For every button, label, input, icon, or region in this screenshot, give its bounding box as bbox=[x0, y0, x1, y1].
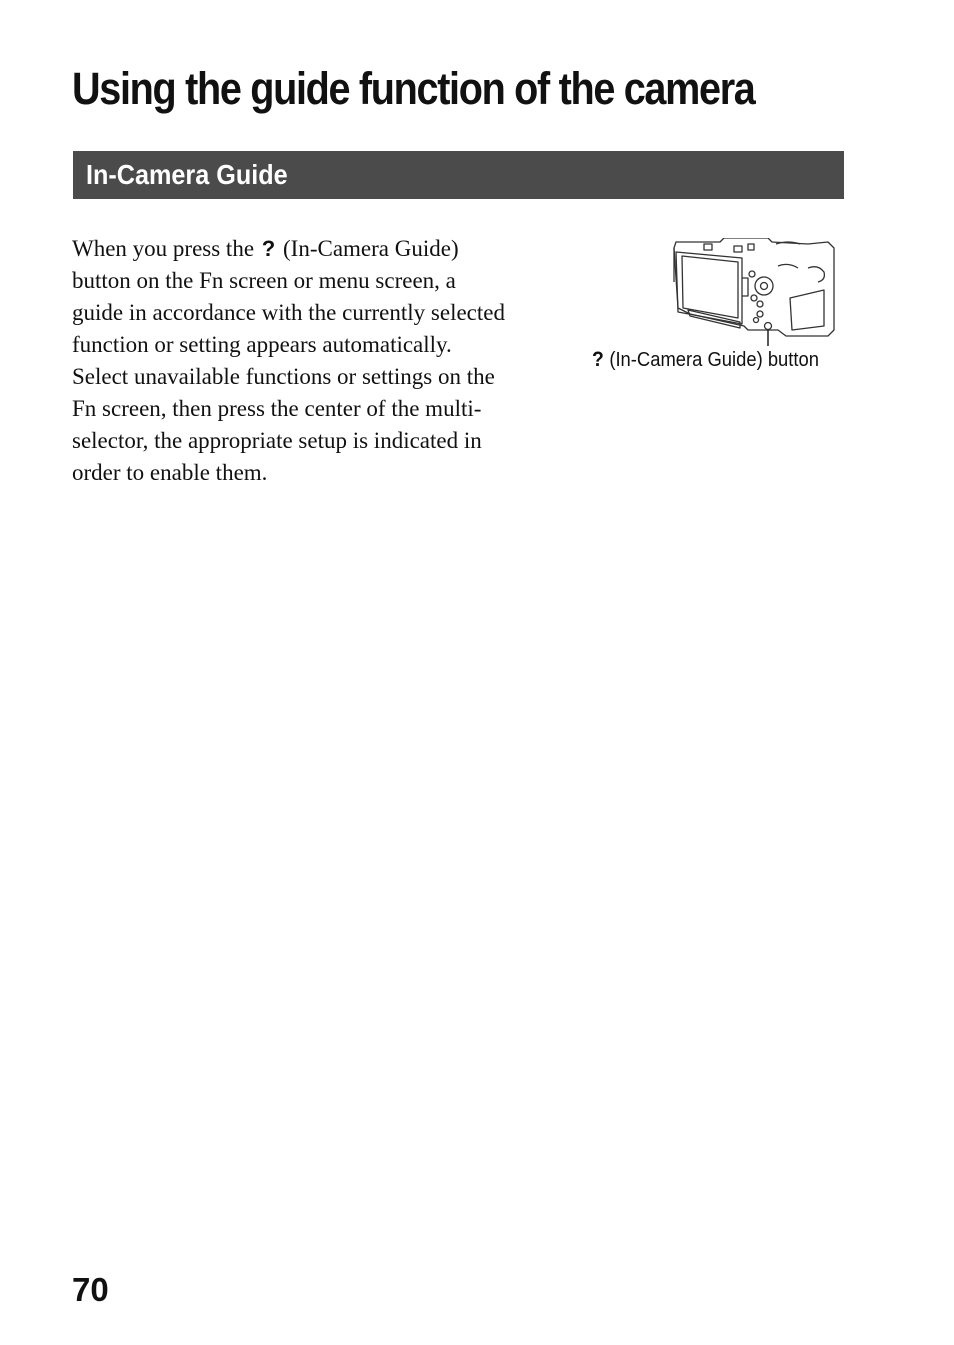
paragraph-1-end: (In-Camera Guide) button on the Fn screen or menu screen, a guide in accordance with the currently selected function or setting appears automatically. bbox=[72, 236, 505, 357]
paragraph-2: Select unavailable functions or settings on the Fn screen, then press the center of the multi-selector, the appropriate setup is indicated in order to enable them. bbox=[72, 364, 495, 485]
in-camera-guide-caption-icon: ? bbox=[592, 348, 604, 371]
page-number: 70 bbox=[72, 1271, 109, 1308]
figure-caption bbox=[592, 346, 819, 374]
in-camera-guide-icon: ? bbox=[261, 236, 276, 261]
body-text bbox=[72, 233, 512, 489]
section-header-bar bbox=[73, 151, 844, 199]
figure-caption-text: (In-Camera Guide) button bbox=[609, 349, 819, 371]
page-title: Using the guide function of the camera bbox=[72, 63, 755, 114]
section-title: In-Camera Guide bbox=[86, 159, 288, 190]
paragraph-1-start: When you press the bbox=[72, 236, 255, 261]
paragraph-1 bbox=[72, 233, 512, 361]
camera-back-illustration bbox=[668, 238, 838, 348]
